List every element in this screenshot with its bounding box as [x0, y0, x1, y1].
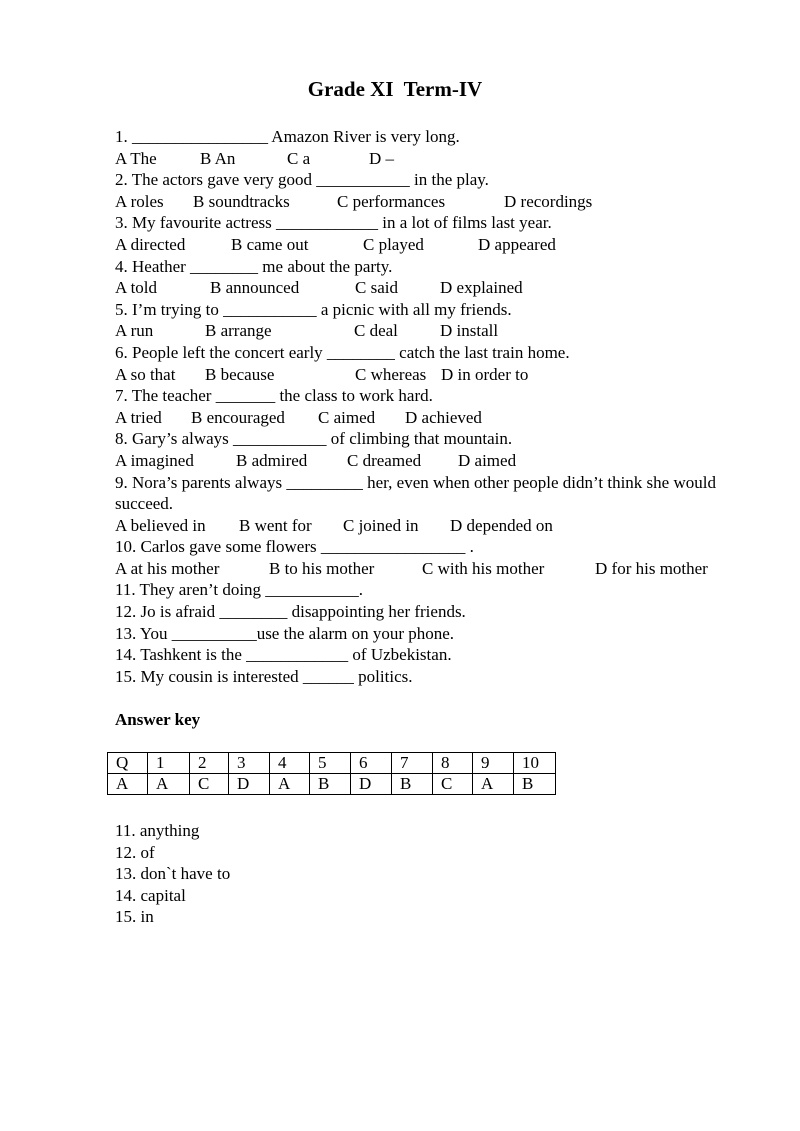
table-cell: C: [433, 774, 473, 795]
option-a: A roles: [115, 191, 164, 211]
option-a: A told: [115, 278, 158, 298]
answer-12: 12. of: [115, 842, 155, 862]
table-cell: B: [310, 774, 351, 795]
option-d: D recordings: [504, 191, 593, 211]
answer-14: 14. capital: [115, 885, 186, 905]
options-1: [115, 148, 755, 170]
option-d: D install: [440, 321, 499, 341]
option-c: C a: [287, 148, 311, 168]
table-cell: A: [148, 774, 190, 795]
table-cell: C: [190, 774, 229, 795]
option-d: D depended on: [450, 515, 553, 535]
option-b: B because: [205, 364, 275, 384]
question-6: 6. People left the concert early ________ catch the last train home.: [115, 342, 570, 362]
question-1: 1. ________________ Amazon River is very long.: [115, 127, 460, 146]
option-d: D –: [369, 148, 395, 168]
question-4: 4. Heather ________ me about the party.: [115, 256, 393, 276]
option-a: A so that: [115, 364, 176, 384]
answer-13: 13. don`t have to: [115, 864, 231, 884]
table-cell: A: [108, 774, 148, 795]
answer-key-title: Answer key: [115, 710, 201, 729]
question-2: 2. The actors gave very good ___________ in the play.: [115, 170, 489, 190]
option-d: D for his mother: [595, 558, 708, 578]
option-b: B arrange: [205, 321, 272, 341]
options-5: [115, 320, 755, 342]
option-b: B came out: [231, 234, 309, 254]
table-cell: 7: [392, 753, 433, 774]
table-cell: 2: [190, 753, 229, 774]
answer-11: 11. anything: [115, 821, 200, 840]
options-6: [115, 364, 755, 386]
option-c: C said: [355, 278, 398, 298]
question-13: 13. You __________use the alarm on your phone.: [115, 623, 455, 643]
table-cell: 4: [270, 753, 310, 774]
question-7: 7. The teacher _______ the class to work hard.: [115, 386, 433, 406]
option-c: C deal: [354, 321, 398, 341]
option-d: D aimed: [458, 450, 517, 470]
option-b: B to his mother: [269, 558, 375, 578]
option-a: A believed in: [115, 515, 206, 535]
option-a: A at his mother: [115, 558, 220, 578]
option-c: C aimed: [318, 407, 376, 427]
table-cell: A: [473, 774, 514, 795]
table-cell: 6: [351, 753, 392, 774]
table-cell: B: [392, 774, 433, 795]
table-cell: Q: [108, 753, 148, 774]
table-cell: A: [270, 774, 310, 795]
table-cell: 10: [514, 753, 556, 774]
options-2: [115, 191, 755, 213]
option-b: B announced: [210, 278, 300, 298]
questions-section: [115, 126, 755, 687]
options-8: [115, 450, 755, 472]
option-b: B encouraged: [191, 407, 285, 427]
option-a: A run: [115, 321, 154, 341]
option-a: A imagined: [115, 450, 194, 470]
question-12: 12. Jo is afraid ________ disappointing her friends.: [115, 602, 466, 622]
question-10: 10. Carlos gave some flowers _________________ .: [115, 537, 474, 557]
question-11: 11. They aren’t doing ___________.: [115, 580, 364, 600]
option-b: B An: [200, 148, 236, 168]
table-row-answers: [108, 774, 556, 795]
option-a: A directed: [115, 234, 186, 254]
table-cell: B: [514, 774, 556, 795]
option-d: D explained: [440, 278, 523, 298]
table-cell: 5: [310, 753, 351, 774]
option-a: A The: [115, 148, 157, 168]
table-cell: 9: [473, 753, 514, 774]
options-9: [115, 515, 755, 537]
options-4: [115, 277, 755, 299]
option-d: D in order to: [441, 364, 529, 384]
option-b: B went for: [239, 515, 312, 535]
question-3: 3. My favourite actress ____________ in a lot of films last year.: [115, 213, 552, 233]
option-c: C whereas: [355, 364, 427, 384]
options-3: [115, 234, 755, 256]
options-7: [115, 407, 755, 429]
option-c: C dreamed: [347, 450, 422, 470]
option-b: B admired: [236, 450, 308, 470]
question-8: 8. Gary’s always ___________ of climbing that mountain.: [115, 429, 513, 449]
question-5: 5. I’m trying to ___________ a picnic with all my friends.: [115, 299, 512, 319]
option-c: C performances: [337, 191, 446, 211]
option-d: D appeared: [478, 234, 556, 254]
option-d: D achieved: [405, 407, 482, 427]
options-10: [115, 558, 755, 580]
question-15: 15. My cousin is interested ______ politics.: [115, 666, 413, 686]
answer-key-table: [107, 752, 556, 795]
table-cell: 8: [433, 753, 473, 774]
table-cell: 1: [148, 753, 190, 774]
option-a: A tried: [115, 407, 162, 427]
option-b: B soundtracks: [193, 191, 290, 211]
option-c: C joined in: [343, 515, 419, 535]
option-c: C with his mother: [422, 558, 545, 578]
table-cell: D: [351, 774, 392, 795]
answer-list: [115, 820, 230, 928]
document-title: Grade XI Term-IV: [307, 77, 483, 101]
question-9: 9. Nora’s parents always _________ her, even when other people didn’t think she would succeed.: [115, 472, 716, 514]
table-cell: 3: [229, 753, 270, 774]
table-row-questions: [108, 753, 556, 774]
answer-15: 15. in: [115, 907, 154, 927]
table-cell: D: [229, 774, 270, 795]
option-c: C played: [363, 234, 424, 254]
question-14: 14. Tashkent is the ____________ of Uzbekistan.: [115, 645, 452, 665]
